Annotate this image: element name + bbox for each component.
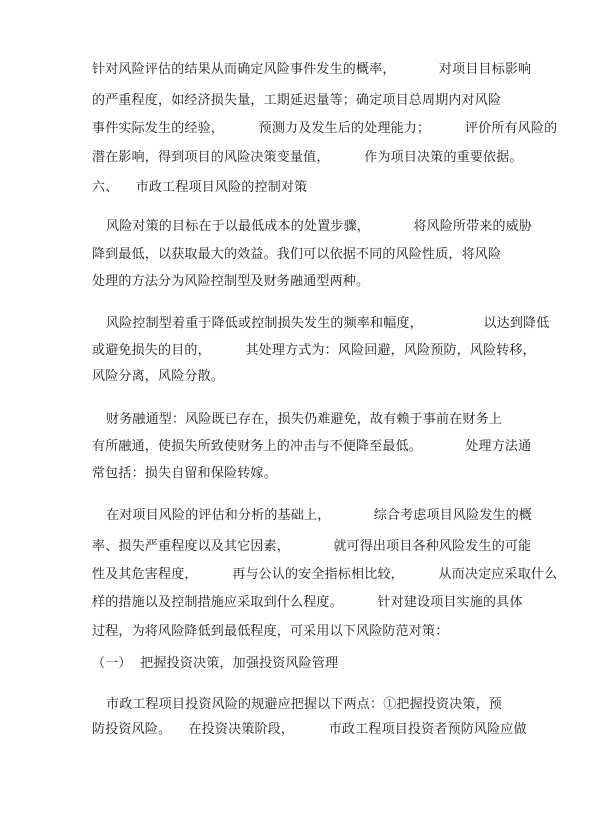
- text-line: 性及其危害程度， 再与公认的安全指标相比较， 从而决定应采取什么: [92, 567, 558, 582]
- text-line: 风险控制型着重于降低或控制损失发生的频率和幅度， 以达到降低: [106, 316, 550, 331]
- section-heading: 六、 市政工程项目风险的控制对策: [92, 180, 308, 195]
- text-line: 针对风险评估的结果从而确定风险事件发生的概率， 对项目目标影响: [92, 62, 532, 77]
- text-line: 的严重程度，如经济损失量，工期延迟量等；确定项目总周期内对风险: [92, 93, 502, 108]
- text-line: 有所融通，使损失所致使财务上的冲击与不便降至最低。 处理方法通: [92, 439, 532, 454]
- text-line: 在对项目风险的评估和分析的基础上， 综合考虑项目风险发生的概: [106, 508, 533, 523]
- text-line: 潜在影响，得到项目的风险决策变量值， 作为项目决策的重要依据。: [92, 150, 523, 165]
- text-line: 事件实际发生的经验， 预测力及发生后的处理能力； 评价所有风险的: [92, 121, 558, 136]
- text-line: 或避免损失的目的， 其处理方式为：风险回避，风险预防，风险转移，: [92, 343, 536, 358]
- subsection-heading: （一） 把握投资决策，加强投资风险管理: [92, 656, 339, 671]
- text-line: 财务融通型：风险既已存在，损失仍难避免，故有赖于事前在财务上: [106, 412, 503, 427]
- text-line: 风险分离，风险分散。: [92, 369, 225, 384]
- text-line: 率、损失严重程度以及其它因素， 就可得出项目各种风险发生的可能: [92, 539, 532, 554]
- text-line: 防投资风险。 在投资决策阶段， 市政工程项目投资者预防风险应做: [92, 722, 527, 737]
- text-line: 处理的方法分为风险控制型及财务融通型两种。: [92, 274, 370, 289]
- text-line: 降到最低，以获取最大的效益。我们可以依据不同的风险性质，将风险: [92, 247, 502, 262]
- text-line: 市政工程项目投资风险的规避应把握以下两点：①把握投资决策，预: [106, 697, 503, 712]
- text-line: 过程，为将风险降低到最低程度，可采用以下风险防范对策：: [92, 624, 449, 639]
- text-line: 风险对策的目标在于以最低成本的处置步骤， 将风险所带来的威胁: [106, 219, 533, 234]
- text-line: 常包括：损失自留和保险转嫁。: [92, 466, 277, 481]
- text-line: 样的措施以及控制措施应采取到什么程度。 针对建设项目实施的具体: [92, 595, 523, 610]
